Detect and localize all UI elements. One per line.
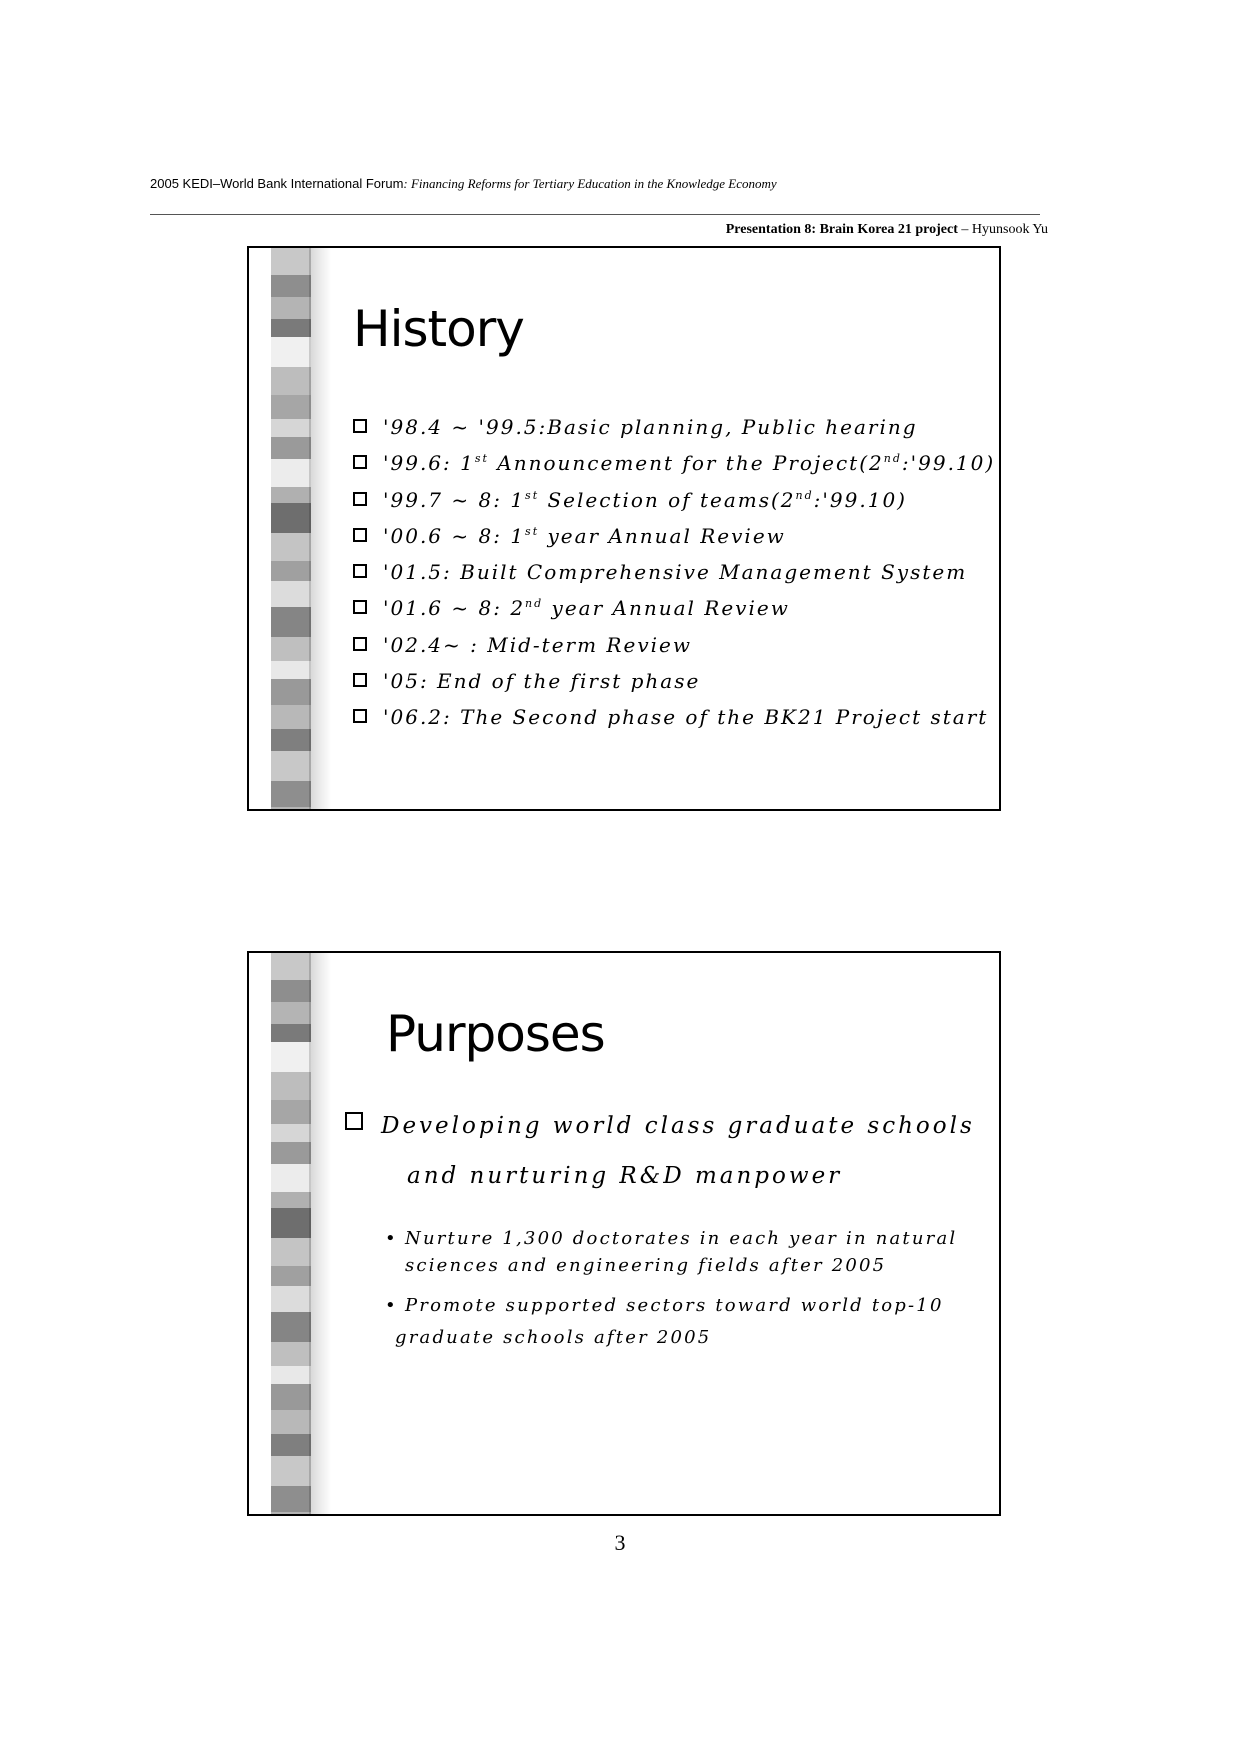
history-item-text: '99.7 ~ 8: 1 bbox=[383, 487, 526, 512]
strip-block bbox=[271, 337, 311, 368]
history-item-text: nd bbox=[795, 488, 814, 502]
history-item-text: '02.4~ : Mid-term Review bbox=[383, 632, 692, 657]
strip-block bbox=[271, 248, 311, 276]
history-item-text: year Annual Review bbox=[539, 523, 786, 548]
header-rule bbox=[150, 214, 1040, 215]
strip-block bbox=[271, 1456, 311, 1487]
history-item-text: '01.5: Built Comprehensive Management System bbox=[383, 560, 968, 585]
box-bullet-icon bbox=[353, 637, 367, 651]
history-item-text: st bbox=[525, 524, 540, 538]
box-bullet-icon bbox=[353, 492, 367, 506]
purpose-line-1: Developing world class graduate schools bbox=[381, 1113, 975, 1139]
strip-block bbox=[271, 1100, 311, 1125]
history-item bbox=[353, 488, 995, 524]
strip-block bbox=[271, 319, 311, 338]
box-bullet-icon bbox=[353, 709, 367, 723]
strip-block bbox=[271, 1312, 311, 1343]
history-item-text: st bbox=[474, 452, 489, 466]
history-item bbox=[353, 596, 995, 632]
strip-block bbox=[271, 1024, 311, 1043]
strip-block bbox=[271, 561, 311, 582]
history-item-text: nd bbox=[525, 597, 544, 611]
history-item-text: '00.6 ~ 8: 1 bbox=[383, 523, 526, 548]
history-item-text: '99.6: 1 bbox=[383, 451, 475, 476]
box-bullet-icon bbox=[353, 455, 367, 469]
strip-block bbox=[271, 980, 311, 1003]
history-list bbox=[353, 415, 995, 742]
history-item bbox=[353, 633, 995, 669]
box-bullet-icon bbox=[353, 419, 367, 433]
history-item-text: year Annual Review bbox=[543, 596, 790, 621]
purpose-line-2: and nurturing R&D manpower bbox=[407, 1163, 843, 1189]
history-item bbox=[353, 451, 995, 487]
box-bullet-icon bbox=[345, 1112, 363, 1130]
presentation-title: Presentation 8: Brain Korea 21 project bbox=[725, 222, 958, 237]
history-item bbox=[353, 705, 995, 741]
history-item-text: :'99.10) bbox=[813, 487, 907, 512]
strip-block bbox=[271, 1002, 311, 1025]
strip-block bbox=[271, 275, 311, 298]
history-item-text: nd bbox=[883, 452, 902, 466]
bullet-dot-icon: • bbox=[385, 1295, 398, 1316]
sub-bullet-top10 bbox=[385, 1292, 985, 1356]
strip-block bbox=[271, 1410, 311, 1435]
strip-block bbox=[271, 1486, 311, 1513]
strip-block bbox=[271, 1208, 311, 1239]
strip-block bbox=[271, 1434, 311, 1457]
strip-block bbox=[271, 419, 311, 438]
history-item bbox=[353, 415, 995, 451]
presentation-author: – Hyunsook Yu bbox=[957, 222, 1048, 237]
strip-block bbox=[271, 459, 311, 488]
strip-shadow bbox=[309, 248, 331, 809]
strip-block bbox=[271, 751, 311, 782]
strip-block bbox=[271, 679, 311, 706]
page-number: 3 bbox=[614, 1530, 626, 1555]
history-item-text: '01.6 ~ 8: 2 bbox=[383, 596, 526, 621]
strip-block bbox=[271, 1142, 311, 1165]
sub1-line-2: sciences and engineering fields after 2005 bbox=[405, 1255, 887, 1276]
decorative-strip bbox=[271, 248, 311, 809]
history-item-text: '06.2: The Second phase of the BK21 Project start bbox=[383, 705, 989, 730]
strip-block bbox=[271, 437, 311, 460]
history-item-text: '98.4 ~ '99.5:Basic planning, Public hearing bbox=[383, 415, 918, 439]
slide-purposes bbox=[247, 951, 1001, 1516]
decorative-strip bbox=[271, 953, 311, 1514]
strip-block bbox=[271, 729, 311, 752]
strip-block bbox=[271, 607, 311, 638]
strip-block bbox=[271, 533, 311, 562]
strip-block bbox=[271, 1366, 311, 1385]
box-bullet-icon bbox=[353, 673, 367, 687]
strip-block bbox=[271, 297, 311, 320]
forum-name: 2005 KEDI–World Bank International Forum bbox=[150, 176, 404, 191]
presentation-label bbox=[726, 222, 1048, 238]
strip-block bbox=[271, 637, 311, 662]
sub1-line-1: Nurture 1,300 doctorates in each year in natural bbox=[405, 1228, 958, 1249]
strip-block bbox=[271, 367, 311, 396]
strip-block bbox=[271, 661, 311, 680]
slide-title: Purposes bbox=[386, 1005, 605, 1063]
strip-block bbox=[271, 1384, 311, 1411]
strip-block bbox=[271, 807, 311, 809]
strip-block bbox=[271, 1286, 311, 1313]
strip-block bbox=[271, 953, 311, 981]
strip-block bbox=[271, 503, 311, 534]
sub2-line-1: Promote supported sectors toward world top-10 bbox=[405, 1295, 944, 1316]
history-item bbox=[353, 669, 995, 705]
strip-block bbox=[271, 1192, 311, 1209]
box-bullet-icon bbox=[353, 528, 367, 542]
strip-block bbox=[271, 1342, 311, 1367]
strip-shadow bbox=[309, 953, 331, 1514]
box-bullet-icon bbox=[353, 564, 367, 578]
sub2-line-2: graduate schools after 2005 bbox=[395, 1327, 712, 1348]
strip-block bbox=[271, 581, 311, 608]
history-item-text: '05: End of the first phase bbox=[383, 669, 701, 694]
page-header bbox=[150, 176, 777, 192]
strip-block bbox=[271, 1164, 311, 1193]
purpose-main-bullet bbox=[345, 1101, 985, 1201]
history-item-text: Announcement for the Project(2 bbox=[488, 451, 884, 476]
bullet-dot-icon: • bbox=[385, 1228, 398, 1249]
history-item-text: :'99.10) bbox=[901, 451, 996, 476]
history-item bbox=[353, 560, 995, 596]
strip-block bbox=[271, 1042, 311, 1073]
history-item bbox=[353, 524, 995, 560]
sub-bullet-doctorates bbox=[385, 1225, 985, 1279]
slide-history bbox=[247, 246, 1001, 811]
strip-block bbox=[271, 487, 311, 504]
strip-block bbox=[271, 1238, 311, 1267]
strip-block bbox=[271, 1266, 311, 1287]
strip-block bbox=[271, 1512, 311, 1514]
strip-block bbox=[271, 1072, 311, 1101]
strip-block bbox=[271, 705, 311, 730]
box-bullet-icon bbox=[353, 600, 367, 614]
strip-block bbox=[271, 1124, 311, 1143]
history-item-text: st bbox=[525, 488, 540, 502]
strip-block bbox=[271, 781, 311, 808]
strip-block bbox=[271, 395, 311, 420]
slide-title: History bbox=[353, 300, 524, 358]
history-item-text: Selection of teams(2 bbox=[539, 487, 796, 512]
forum-subtitle: : Financing Reforms for Tertiary Education in the Knowledge Economy bbox=[403, 176, 777, 191]
